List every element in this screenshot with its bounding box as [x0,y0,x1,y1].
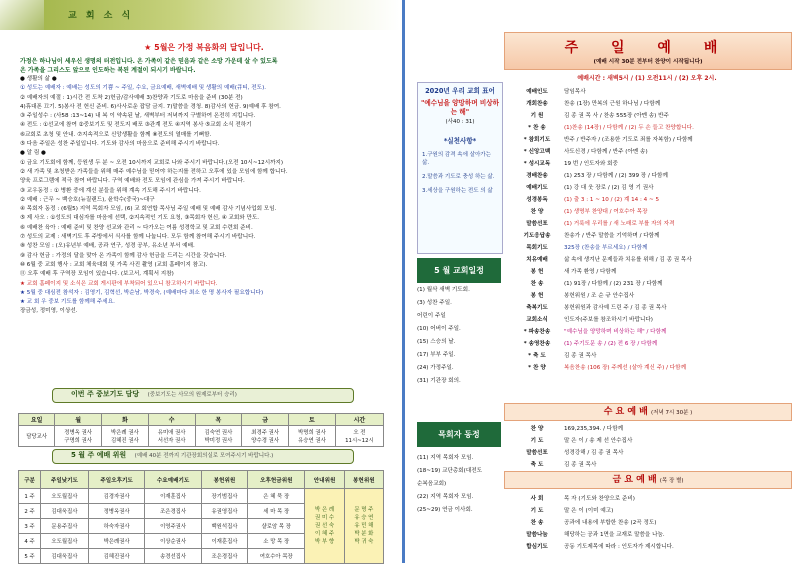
order-row-value: 김 종 권 목사 [564,462,597,468]
order-row [510,492,790,504]
pastor-news-list [417,452,501,517]
order-row-value: 찬송 (1장) 만복의 근원 하나님 / 다함께 [564,101,661,107]
news-item: ● 생활의 삶 ● [20,76,57,82]
order-row-value: 반주 / 반주자 / (조용한 기도로 죄를 자복함) / 다함께 [564,137,693,143]
prayer-table-header: 화 [102,414,149,426]
prayer-table-cell: 김숙연 권사 박미정 권사 [195,426,242,447]
order-row-value: 봉헌위원과 감사예 드린 주 / 김 종 권 목사 [564,305,667,311]
order-row-value: (1) 출 3 : 1 ~ 10 / (2) 계 14 : 4 ~ 5 [564,197,660,203]
order-row-value: 사도신경 / 다함께 / 반주 (아멘 송) [564,149,648,155]
news-item: ⑩ 6월 중 교회 행사 : 교회 체육대회 및 가족 사진 촬영 (교회 홈페이지 참고). [20,261,208,268]
list-item: (3) 성찬 주일. [417,300,452,306]
prayer-table-cell: 유미애 권사 서선자 권사 [148,426,195,447]
worship-table-header: 오후헌금위원 [248,471,305,489]
order-row-value: 복음찬송 (106 장) 주께선 (살아 계신 주) / 다함께 [564,365,686,371]
news-item: 장금성, 정미영, 이상선. [20,308,78,315]
order-row-label: 예배인도 [526,89,548,95]
order-row-value: 성경강해 / 김 종 권 목사 [564,450,624,456]
order-row-value: 김 종 권 목 사 / 찬송 555장 (아멘 송) 반주 [564,113,669,119]
news-item: 양육 프로그램에 적극 참여 바랍니다. 구역 예배와 전도 모임에 관심을 가져 주시기 바랍니다. [20,178,245,185]
order-row-label: * 파송찬송 [523,329,551,335]
order-row [510,325,790,337]
order-row-label: 말씀선포 [526,221,548,227]
order-row [510,157,790,169]
order-row-value: 19 번 / 인도자와 회중 [564,161,618,167]
order-row [510,109,790,121]
prayer-table-header: 수 [148,414,195,426]
worship-table-cell: 김혜진권사 [88,549,144,564]
list-item: (25~29) 연금 이사회. [417,507,473,513]
order-row [510,458,790,470]
prayer-table-cell: 박은례 권사 김혜진 권사 [102,426,149,447]
worship-table-cell: 5 주 [19,549,41,564]
prayer-table-header: 금 [242,414,289,426]
worship-table-cell: 조은경집사 [145,504,201,519]
order-row [510,301,790,313]
order-row-value: (1) 주기도문 송 / (2) 전 6 장 / 다함께 [564,341,658,347]
table-row [19,489,384,504]
order-row [510,349,790,361]
prayer-table-cell: 오 전 11시~12시 [335,426,383,447]
order-row-value: (1) 253 장 / 다함께 / (2) 399 장 / 다함께 [564,173,668,179]
news-item: ③ 주일성수 : (사58 :13~14) 내 복 이 약속된 날, 새벽부터 저녁까지 구별하여 온전히 지킵니다. [20,113,256,120]
worship-table-header: 봉헌위원 [201,471,247,489]
worship-table-header: 수요예배기도 [145,471,201,489]
order-row-value: (1) 생명부 찬양대 / 여호수아 목장 [564,209,648,215]
news-item: ★ 교회 홈페이지 및 소식은 교회 게시판에 부착되어 있으니 참고하시기 바랍니다. [20,280,218,287]
order-row [510,193,790,205]
order-row-label: 찬 송 [530,520,544,526]
may-schedule-title: 5 월 교회일정 [417,258,501,283]
guide-committee-note: 박 은 례 권 미 수 권 선 숙 이 혜 주 박 부 향 [305,489,344,564]
friday-time: (목 장 별) [659,478,684,484]
intro-line-1: 가정은 하나님이 세우신 생명의 터전입니다. 온 가족이 같은 믿음과 같은 소망 가운데 살 수 있도록 [20,58,278,65]
order-row [510,422,790,434]
order-row [510,313,790,325]
slogan-verse: "예수님을 양망하며 비상하는 해" [420,99,500,116]
list-item: (24) 가정주일. [417,365,454,371]
worship-table-cell: 1 주 [19,489,41,504]
offering-committee-note: 문 명 주 유 승 연 유 민 해 박 분 화 박 귀 숙 [344,489,383,564]
order-row [510,446,790,458]
order-row-label: 봉 헌 [530,269,544,275]
order-row-label: 말씀선포 [526,450,548,456]
prayer-table [18,413,384,447]
sunday-service-header [504,32,792,70]
worship-table-cell: 2 주 [19,504,41,519]
may-schedule-list [417,284,501,388]
worship-table-cell: 장기범집사 [201,489,247,504]
list-item: (11) 지역 목회자 모임. [417,455,474,461]
service-times: 예배시간 : 새벽5시 / (1) 오전11시 / (2) 오후 2시. [577,75,717,82]
order-row-label: 교회소식 [526,317,548,323]
friday-title: 금 요 예 배 [612,475,657,485]
prayer-table-header: 요일 [19,414,55,426]
order-row-label: 목회기도 [526,245,548,251]
worship-table-cell: 오도월집사 [41,489,89,504]
order-row-value: "예수님을 양망하며 비상하는 해" / 다함께 [564,329,667,335]
news-item: ④ 전도 : ①선교에 참여 ②중보기도 및 전도지 배포 ③관계 전도 ④지역 봉사 ⑤교회 소식 전하기 [20,122,252,129]
order-row-label: 봉 헌 [530,293,544,299]
practice-title: *실천사항* [443,137,477,145]
order-row [510,361,790,373]
worship-table-cell: 김대욱집사 [41,549,89,564]
news-item: ⑥ 예배찬 육아 : 예배 준비 및 찬양 선교와 관리 ~ 다가오는 여름 성경학교 및 교회 수련회 준비. [20,224,253,231]
list-item: (22) 지역 목회자 모임. [417,494,474,500]
news-item: ⑪ 오후 예배 후 구역장 모임이 있습니다. (보고서, 계획서 지참) [20,271,174,278]
prayer-table-cell: 정병옥 권사 구명희 권사 [55,426,102,447]
order-row-label: * 성시교독 [523,161,551,167]
worship-table-cell: 문용주집사 [41,519,89,534]
order-row-label: 치유예배 [526,257,548,263]
worship-table-cell: 은 혜 묵 장 [248,489,305,504]
worship-table-cell: 유권영집사 [201,504,247,519]
news-item: ⑥교회로 초청 및 안내. ⑦지속적으로 신앙생활을 함께 ⑧전도의 열매를 기뻐함. [20,131,212,138]
order-row-label: 축 도 [530,462,544,468]
order-row-value: 찬송가 / 반주 말씀을 기억하며 / 다함께 [564,233,660,239]
order-row [510,169,790,181]
list-item: (31) 기관장 회의. [417,378,461,384]
order-row-label: 기 원 [530,113,544,119]
order-row-value: (1)찬송 (14장) / 다함께 / (2) 두 손 들고 찬양합니다. [564,125,694,131]
worship-table-cell: 세 마 목 장 [248,504,305,519]
news-item: 4)휴대폰 끄기. 5)봉사 전 헌신 준비. 6)사사로운 잡담 금지. 7)말씀을 경청. 8)감사의 헌금. 9)예배 후 참여. [20,103,281,110]
news-item: ② 예배 : 근무 ~ 백승호(뉴질랜드), 윤학수(중국)~대구 [20,196,155,203]
news-item: ⑤ 제 사오 : ①성도의 대심자를 마음에 선택, ②지속적인 기도 요청, ③목회자 헌신, ④ 교회와 만도. [20,215,260,222]
list-item: (15) 스승의 날. [417,339,456,345]
news-item: ★ 교 회 우 중보 기도를 함께해 주세요. [20,299,115,306]
order-row-label: * 찬 송 [528,125,546,131]
order-row-value: 325장 (찬송을 부르세요) / 다함께 [564,245,648,251]
worship-table-cell: 이상순권사 [145,534,201,549]
worship-table-cell: 김대욱집사 [41,504,89,519]
order-row [510,85,790,97]
order-row [510,516,790,528]
worship-table-cell: 여호수아 목장 [248,549,305,564]
prayer-table-header: 목 [195,414,242,426]
wednesday-title: 수 요 예 배 [603,407,648,417]
order-row-value: 해당하는 공과 1면을 교재로 말씀을 나눔. [564,532,665,538]
order-row-value: 봉헌위원 / 조 순 규 안수집사 [564,293,635,299]
worship-table-cell: 소 망 목 장 [248,534,305,549]
section-worship-sub: (예배 40분 전까지 기관장회의실로 모여주시기 바랍니다.) [134,453,274,459]
worship-table-cell: 조은경집사 [201,549,247,564]
order-row [510,540,790,552]
order-row-label: 찬 양 [530,209,544,215]
worship-table-header: 봉헌위원 [344,471,383,489]
slogan-ref: (사40 : 31) [445,119,475,125]
leaf-decoration-icon [0,0,44,30]
practice-3: 3.세상을 구원하는 전도 의 삶 [422,188,493,194]
order-row [510,289,790,301]
order-row-value: (1) 강 대 웃 장로 / (2) 김 영 기 권사 [564,185,654,191]
section-prayer-sub: (중보기도는 사모의 원제로부터 승리) [147,392,237,398]
news-item: ⑨ 감사 헌금 : 가정의 달을 맞아 온 가족이 함께 감사 헌금을 드리는 시간을 갖습니다. [20,252,227,259]
order-row-value: 인도자(주보를 참조하시기 바랍니다) [564,317,653,323]
order-row-label: 기 도 [530,508,544,514]
worship-table-header: 주일오후기도 [88,471,144,489]
worship-table-cell: 송경선집사 [145,549,201,564]
worship-table-cell: 이영주권사 [145,519,201,534]
friday-service-header [504,471,792,489]
section-worship-bar [52,449,354,464]
worship-table-cell: 이재훈집사 [145,489,201,504]
worship-table-cell: 오도월집사 [41,534,89,549]
sunday-order-list [510,85,790,373]
worship-table-cell: 4 주 [19,534,41,549]
order-row-label: 경배찬송 [526,173,548,179]
order-row [510,97,790,109]
worship-table-header: 구분 [19,471,41,489]
worship-table-cell: 이재훈집사 [201,534,247,549]
order-row-label: 찬 송 [530,281,544,287]
order-row-label: 성경봉독 [526,197,548,203]
order-row-value: 새 가족 환영 / 다함께 [564,269,617,275]
friday-order-list [510,492,790,552]
order-row-label: 기도응답송 [523,233,551,239]
order-row [510,145,790,157]
practice-2: 2.말씀과 기도로 충성 하는 삶. [422,174,495,180]
prayer-table-cell: 최경주 권사 양수경 권사 [242,426,289,447]
news-item: ● 알 림 ● [20,150,46,157]
order-row-value: 목 자 (기도와 찬양으로 준비) [564,496,635,502]
order-row-value: 공동 기도제목에 따라 : 인도자가 제시합니다. [564,544,674,550]
news-item: ⑦ 성도의 교제 : 새벽기도 후 주방에서 식사를 함께 나눕니다. 모두 함께 참여해 주시기 바랍니다. [20,234,256,241]
list-item: 어린이 주일 [417,313,446,319]
news-item: ⑧ 성찬 모임 : (오)유년부 예배, 공과 연구, 성경 공부, 유소년 부서 예배. [20,243,195,250]
prayer-table-header: 토 [289,414,336,426]
page-title: 교 회 소 식 [68,11,134,21]
list-item: (1) 월삭 새벽 기도회. [417,287,470,293]
practice-1: 1.구원의 감격 속에 살아가는 삶. [422,152,491,166]
section-prayer-bar [52,388,354,403]
order-row-value: 김 종 권 목사 [564,353,597,359]
worship-committee-table [18,470,384,564]
worship-table-cell: 샬로암 목 장 [248,519,305,534]
order-row-label: * 찬 양 [528,365,546,371]
section-worship-title: 5 월 주 예배 위원 [71,451,127,459]
worship-table-header: 주일낮기도 [41,471,89,489]
order-row-label: 찬 양 [530,426,544,432]
order-row [510,253,790,265]
order-row-label: 기 도 [530,438,544,444]
news-item: ④ 목회자 동정 : (6월5) 지역 목회자 모임, (6) 교 회연합 목사님 주일 예배 및 예배 감사 기념사업회 모임. [20,206,277,213]
order-row [510,337,790,349]
slogan-year: 2020년 우리 교회 표어 [425,87,495,95]
news-item: ② 새 가족 및 초청받은 가족들을 위해 매주 예수님을 믿어야 하는지를 전하고 오후에 있을 모임에 함께 합니다. [20,168,288,175]
news-body [20,42,388,317]
order-row-label: 축복기도 [526,305,548,311]
order-row [510,217,790,229]
wednesday-service-header [504,403,792,421]
news-item: ① 성도는 예배자 : 예배는 성도의 기쁨 ~ 주일, 수요, 금요예배, 새벽예배 및 생활의 예배(큐티, 전도). [20,85,267,92]
order-row-value: 공과에 내용에 부합한 찬송 (2곡 정도) [564,520,657,526]
prayer-table-cell: 박명희 권사 유승연 권사 [289,426,336,447]
order-row-value: 말 은 이 (이미 예고) [564,508,614,514]
order-row [510,277,790,289]
list-item: (10) 어버이 주일. [417,326,461,332]
order-row-value: 담임목사 [564,89,586,95]
order-row-label: 사 회 [530,496,544,502]
order-row-value: (1) 91장 / 다함께 / (2) 231 장 / 다함께 [564,281,663,287]
intro-line-2: 온 가족을 그리스도 앞으로 인도하는 복된 계절이 되시기 바랍니다. [20,67,196,74]
order-row-label: * 축 도 [528,353,546,359]
center-divider [402,0,405,563]
news-item: ★ 5월 중 대심전 참석자 : 김영기, 김혁선, 박순남, 박경숙, (예배마다 최소 한 명 봉사자 필요합니다) [20,289,264,296]
news-item: ③ 교우동정 : ① 병환 중에 계신 분들을 위해 계속 기도해 주시기 바랍니다. [20,187,201,194]
page-header [0,0,400,30]
order-row [510,181,790,193]
left-page [0,0,400,563]
order-row [510,528,790,540]
worship-table-cell: 김경자권사 [88,489,144,504]
news-item: ⑤ 다음 주일은 성찬 주일입니다. 기도와 감사의 마음으로 준비해 주시기 바랍니다. [20,141,220,148]
church-slogan-box [417,82,503,254]
worship-table-cell: 백원석집사 [201,519,247,534]
section-prayer-title: 이번 주 중보기도 담당 [71,390,140,398]
list-item: (17) 부부 주일. [417,352,456,358]
order-row-value: 삶 속에 생겨난 문제들과 치유를 위해 / 김 종 권 목사 [564,257,692,263]
list-item: 순복음교회) [417,481,447,487]
worship-table-cell: 정병옥권사 [88,504,144,519]
order-row [510,205,790,217]
order-row [510,434,790,446]
worship-table-cell: 하숙자권사 [88,519,144,534]
order-row [510,121,790,133]
news-item: ① 금요 기도회에 함께, 등원생 두 분 ~ 오전 10시까지 교회로 나와 주시기 바랍니다.(오전 10시~12시까지) [20,159,284,166]
order-row-label: 개회찬송 [526,101,548,107]
order-row [510,229,790,241]
prayer-table-cell: 담당교사 [19,426,55,447]
order-row-label: * 참회기도 [523,137,551,143]
order-row-label: 말씀나눔 [526,532,548,538]
sunday-service-title: 주 일 예 배 [564,40,732,56]
headline: ★ 5월은 가정 복음화의 달입니다. [144,43,264,52]
order-row-value: 169,235,394. / 다함께 [564,426,624,432]
order-row [510,504,790,516]
order-row [510,133,790,145]
order-row [510,241,790,253]
list-item: (18~19) 교단총회(대전도 [417,468,483,474]
worship-table-cell: 3 주 [19,519,41,534]
sunday-service-subtitle: (예배 시작 30분 전부터 찬양이 시작됩니다) [593,59,703,65]
news-item-list [20,75,388,317]
worship-table-cell: 박은례권사 [88,534,144,549]
order-row-value: 말 은 이 / 송 제 선 안수집사 [564,438,633,444]
order-row-label: * 송영찬송 [523,341,551,347]
order-row-label: 합심기도 [526,544,548,550]
prayer-table-header: 시간 [335,414,383,426]
order-row-value: (1) 거룩에 우리를 / 새 노래로 부를 자의 자격 [564,221,675,227]
order-row-label: 예배기도 [526,185,548,191]
order-row [510,265,790,277]
wednesday-time: (저녁 7시 30분 ) [651,410,693,416]
worship-table-header: 안내위원 [305,471,344,489]
order-row-label: * 신앙고백 [523,149,551,155]
pastor-news-title: 목회자 동정 [417,422,501,447]
prayer-table-header: 월 [55,414,102,426]
news-item: ② 예배자의 예절 : 1)시간 전 도착 2)헌금/감사예배 3)찬양과 기도로 마음을 준비 (30분 전) [20,94,243,101]
wednesday-order-list [510,422,790,470]
